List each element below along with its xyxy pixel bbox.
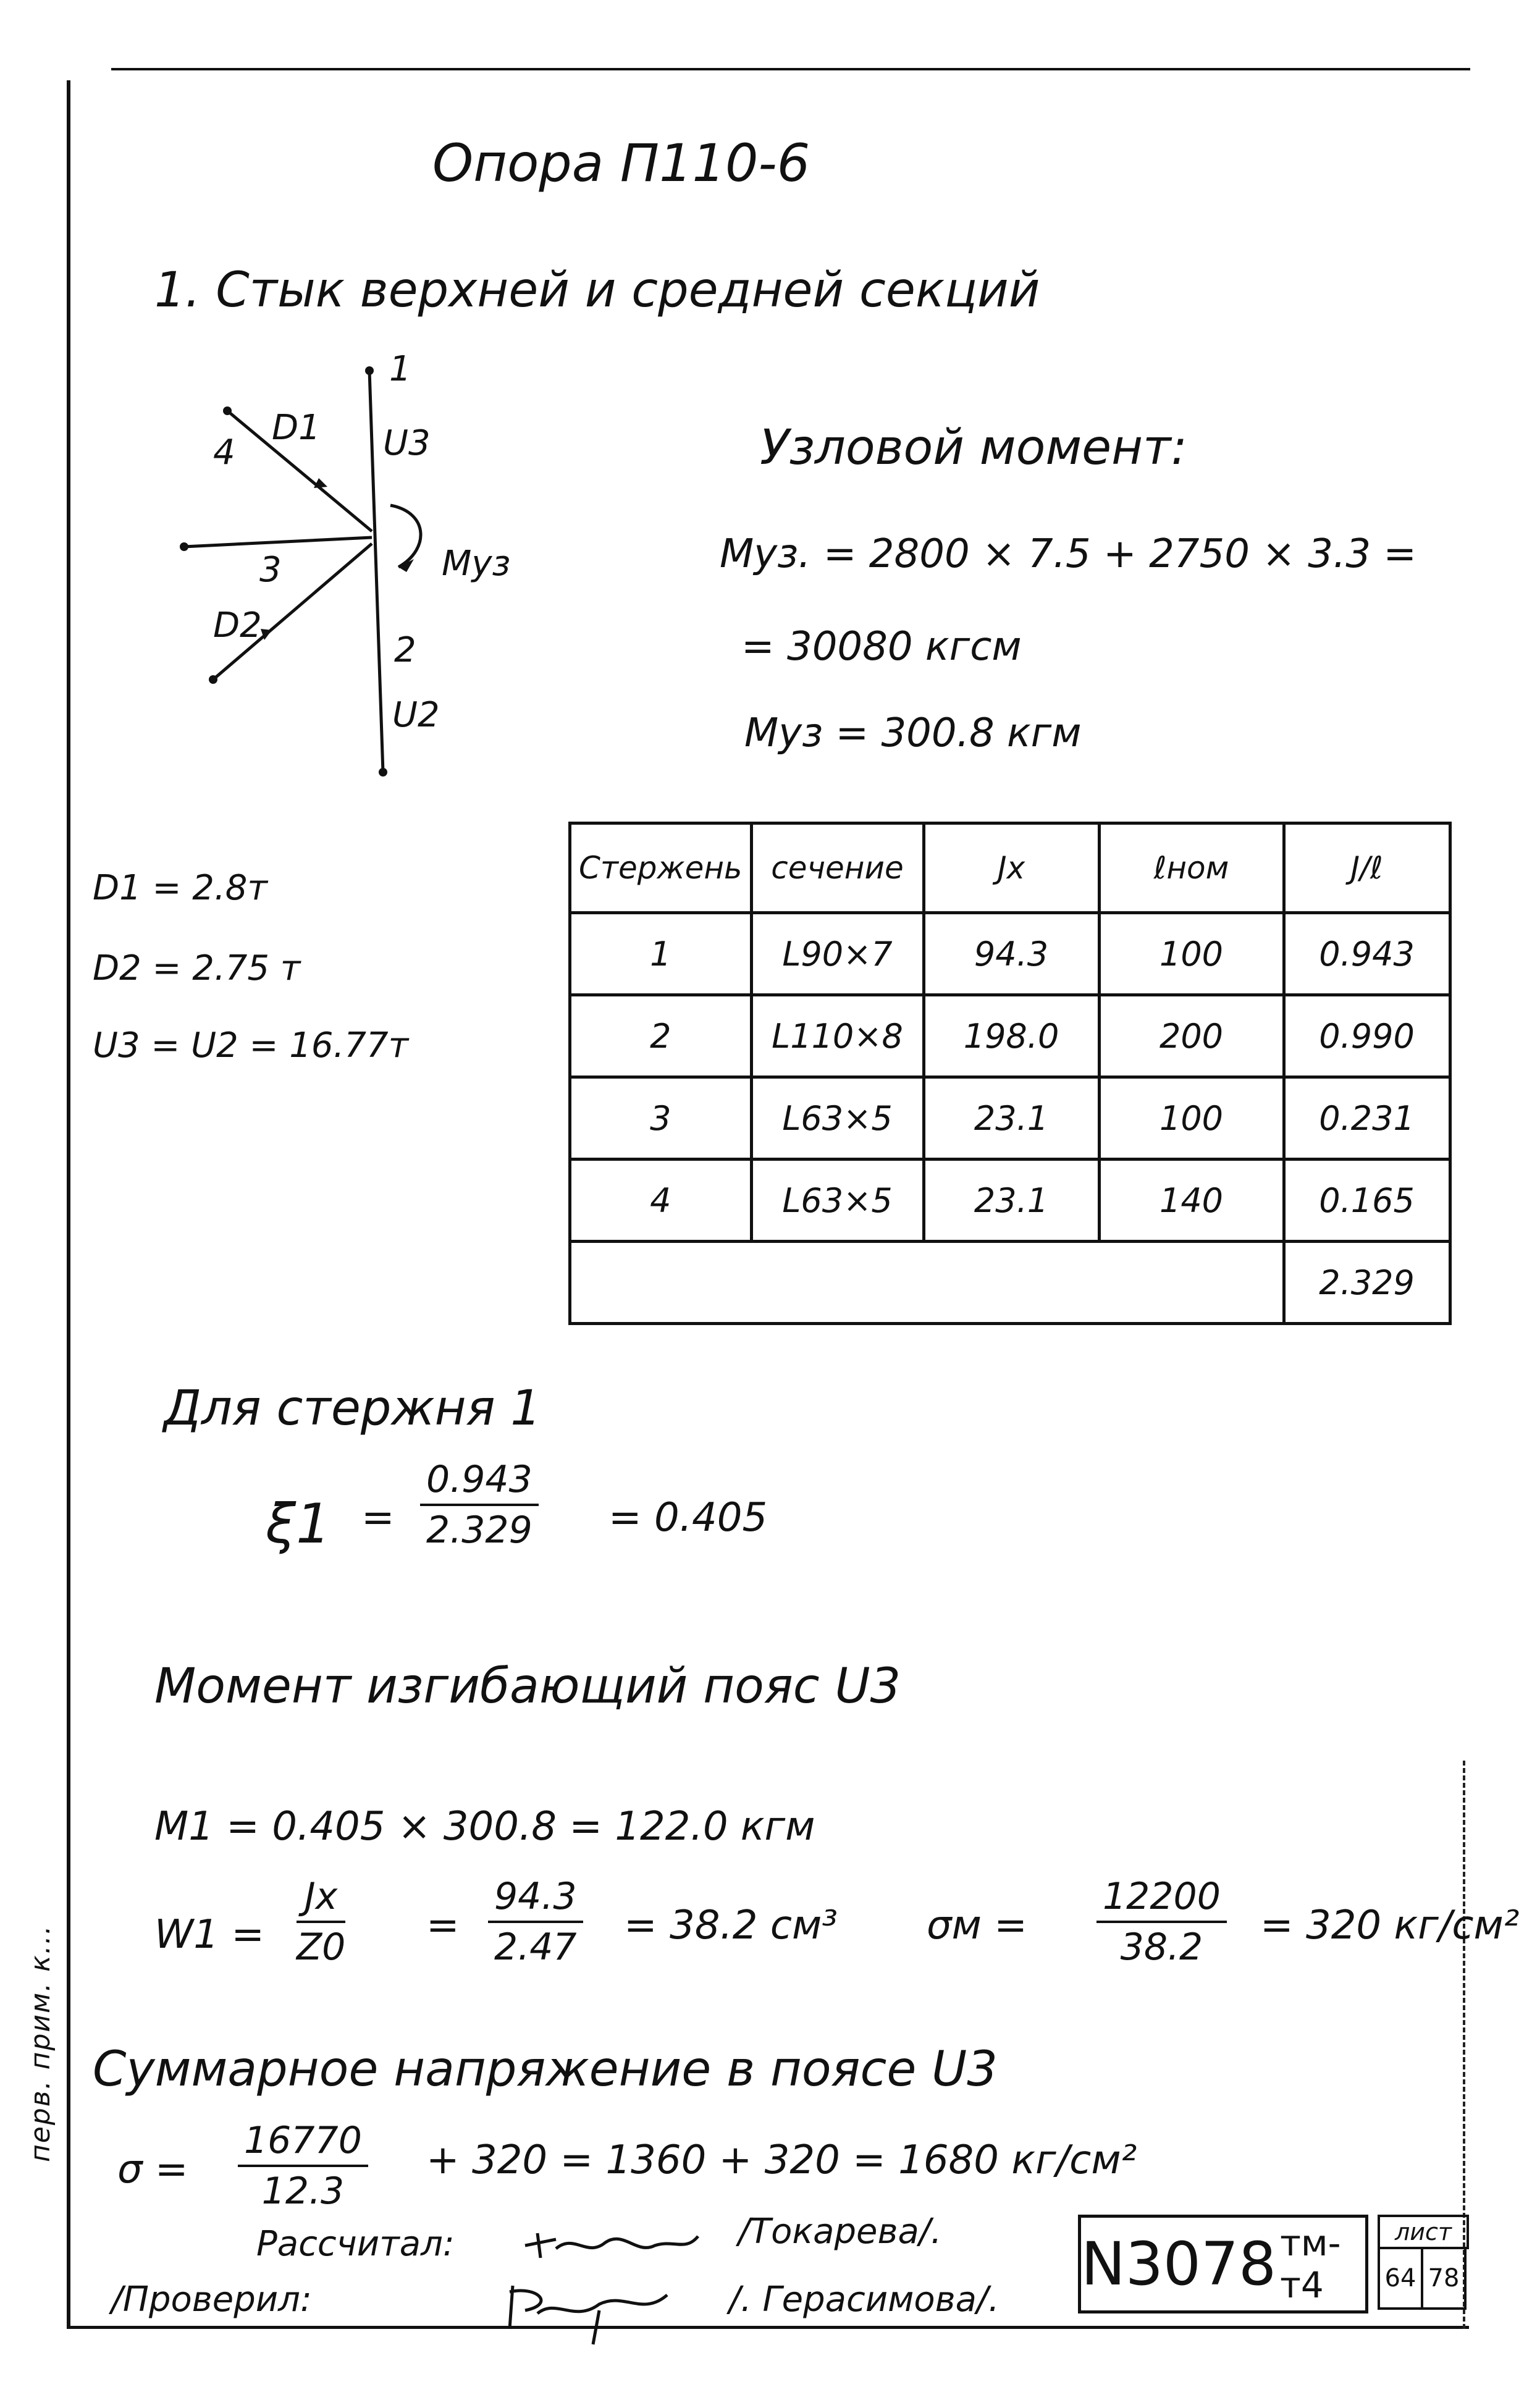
frame-left-line <box>67 80 70 2329</box>
bending-w-eq: = <box>426 1903 460 1948</box>
bending-w-fraction2 <box>488 1875 583 1969</box>
joint-diagram <box>154 346 587 791</box>
page-title: Опора П110-6 <box>432 133 810 193</box>
node-moment-heading: Узловой момент: <box>760 420 1187 476</box>
table-row <box>570 913 1450 995</box>
sheet-number: 64 <box>1378 2247 1423 2310</box>
bending-w-num2: 94.3 <box>488 1875 583 1923</box>
table-cell: L110×8 <box>751 995 924 1077</box>
node-moment-line1: Мyз. = 2800 × 7.5 + 2750 × 3.3 = <box>720 531 1416 577</box>
table-header: ℓном <box>1099 823 1284 913</box>
table-cell: 200 <box>1099 995 1284 1077</box>
sheet-box <box>1378 2215 1464 2307</box>
table-header: Стержень <box>570 823 752 913</box>
bending-s-fraction <box>1096 1875 1227 1969</box>
diagram-label-u3: U3 <box>383 423 431 463</box>
diagram-label-1: 1 <box>389 349 411 389</box>
bending-s-result: = 320 кг/см² <box>1260 1903 1520 1948</box>
rod1-symbol: ξ1 <box>266 1492 331 1556</box>
table-cell: L63×5 <box>751 1160 924 1242</box>
total-stress-heading: Суммарное напряжение в поясе U3 <box>93 2042 998 2097</box>
bending-w-num1: Jx <box>297 1875 345 1923</box>
bending-w-label: W1 = <box>154 1912 264 1958</box>
table-total-row <box>570 1242 1450 1324</box>
table-cell: 140 <box>1099 1160 1284 1242</box>
force-d1: D1 = 2.8т <box>93 868 267 908</box>
table-cell: 100 <box>1099 913 1284 995</box>
sheet-label: лист <box>1378 2215 1469 2249</box>
node-moment-line2: = 30080 кгсм <box>741 624 1022 670</box>
table-row <box>570 995 1450 1077</box>
bending-s-label: σм = <box>927 1903 1027 1948</box>
diagram-label-moment: Мyз <box>442 544 511 584</box>
table-cell: 0.990 <box>1284 995 1450 1077</box>
diagram-label-d2: D2 <box>213 605 262 646</box>
table-cell: 100 <box>1099 1077 1284 1160</box>
force-u: U3 = U2 = 16.77т <box>93 1025 409 1066</box>
table-total-empty <box>570 1242 1284 1324</box>
bending-w-fraction1 <box>297 1875 345 1969</box>
rod1-numerator: 0.943 <box>420 1458 539 1506</box>
diagram-label-2: 2 <box>394 630 416 670</box>
total-stress-result: + 320 = 1360 + 320 = 1680 кг/см² <box>426 2137 1137 2183</box>
bending-w-den2: 2.47 <box>494 1926 577 1969</box>
bending-w-result: = 38.2 см³ <box>624 1903 838 1948</box>
node-moment-line3: Мyз = 300.8 кгм <box>744 710 1082 756</box>
rod1-eq: = <box>361 1495 395 1541</box>
table-cell: 198.0 <box>924 995 1099 1077</box>
table-total-cell: 2.329 <box>1284 1242 1450 1324</box>
bending-s-den: 38.2 <box>1120 1926 1203 1969</box>
rod1-fraction <box>420 1458 539 1552</box>
signature-checked-scribble <box>500 2273 686 2347</box>
table-header: сечение <box>751 823 924 913</box>
table-header: Jx <box>924 823 1099 913</box>
bending-heading: Момент изгибающий пояс U3 <box>154 1659 901 1714</box>
table-header: J/ℓ <box>1284 823 1450 913</box>
rod1-result: = 0.405 <box>608 1495 768 1541</box>
diagram-label-3: 3 <box>259 550 282 590</box>
bending-m1: M1 = 0.405 × 300.8 = 122.0 кгм <box>154 1804 815 1850</box>
signature-checked-label: /Проверил: <box>111 2280 312 2320</box>
signature-checked-name: /. Герасимова/. <box>729 2280 1000 2320</box>
table-cell: L63×5 <box>751 1077 924 1160</box>
table-cell: 4 <box>570 1160 752 1242</box>
stamp-suffix: тм-т4 <box>1280 2222 1341 2306</box>
total-stress-num: 16770 <box>238 2119 368 2167</box>
signature-calc-name: /Токарева/. <box>738 2212 942 2252</box>
rod1-heading: Для стержня 1 <box>164 1381 541 1436</box>
margin-note: перв. прим. к... <box>25 1924 56 2162</box>
rod-3 <box>184 537 372 547</box>
stamp-number: N3078 <box>1081 2229 1277 2299</box>
sheet-total: 78 <box>1421 2247 1467 2310</box>
bending-s-num: 12200 <box>1096 1875 1227 1923</box>
bending-w-den1: Z0 <box>297 1926 346 1969</box>
total-stress-den: 12.3 <box>261 2170 345 2213</box>
frame-bottom-line <box>67 2326 1469 2329</box>
moment-arc <box>390 505 421 567</box>
table-row <box>570 1077 1450 1160</box>
table-cell: 23.1 <box>924 1160 1099 1242</box>
table-cell: 0.165 <box>1284 1160 1450 1242</box>
total-stress-fraction <box>238 2119 368 2213</box>
total-stress-label: σ = <box>117 2147 188 2192</box>
table-row <box>570 1160 1450 1242</box>
table-cell: 0.231 <box>1284 1077 1450 1160</box>
rod-u3-u2 <box>369 371 383 772</box>
table-cell: L90×7 <box>751 913 924 995</box>
diagram-label-d1: D1 <box>272 408 321 448</box>
frame-top-line <box>111 68 1470 70</box>
table-cell: 0.943 <box>1284 913 1450 995</box>
force-d2: D2 = 2.75 т <box>93 948 301 988</box>
document-stamp <box>1078 2215 1368 2313</box>
table-cell: 3 <box>570 1077 752 1160</box>
diagram-label-4: 4 <box>213 432 235 473</box>
table-header-row <box>570 823 1450 913</box>
table-cell: 1 <box>570 913 752 995</box>
table-cell: 94.3 <box>924 913 1099 995</box>
diagram-label-u2: U2 <box>392 695 440 735</box>
rods-table <box>568 822 1452 1325</box>
rod1-denominator: 2.329 <box>426 1509 532 1552</box>
signature-calc-scribble <box>519 2221 704 2270</box>
table-cell: 2 <box>570 995 752 1077</box>
section-heading: 1. Стык верхней и средней секций <box>154 263 1040 318</box>
signature-calc-label: Рассчитал: <box>256 2224 455 2264</box>
table-cell: 23.1 <box>924 1077 1099 1160</box>
